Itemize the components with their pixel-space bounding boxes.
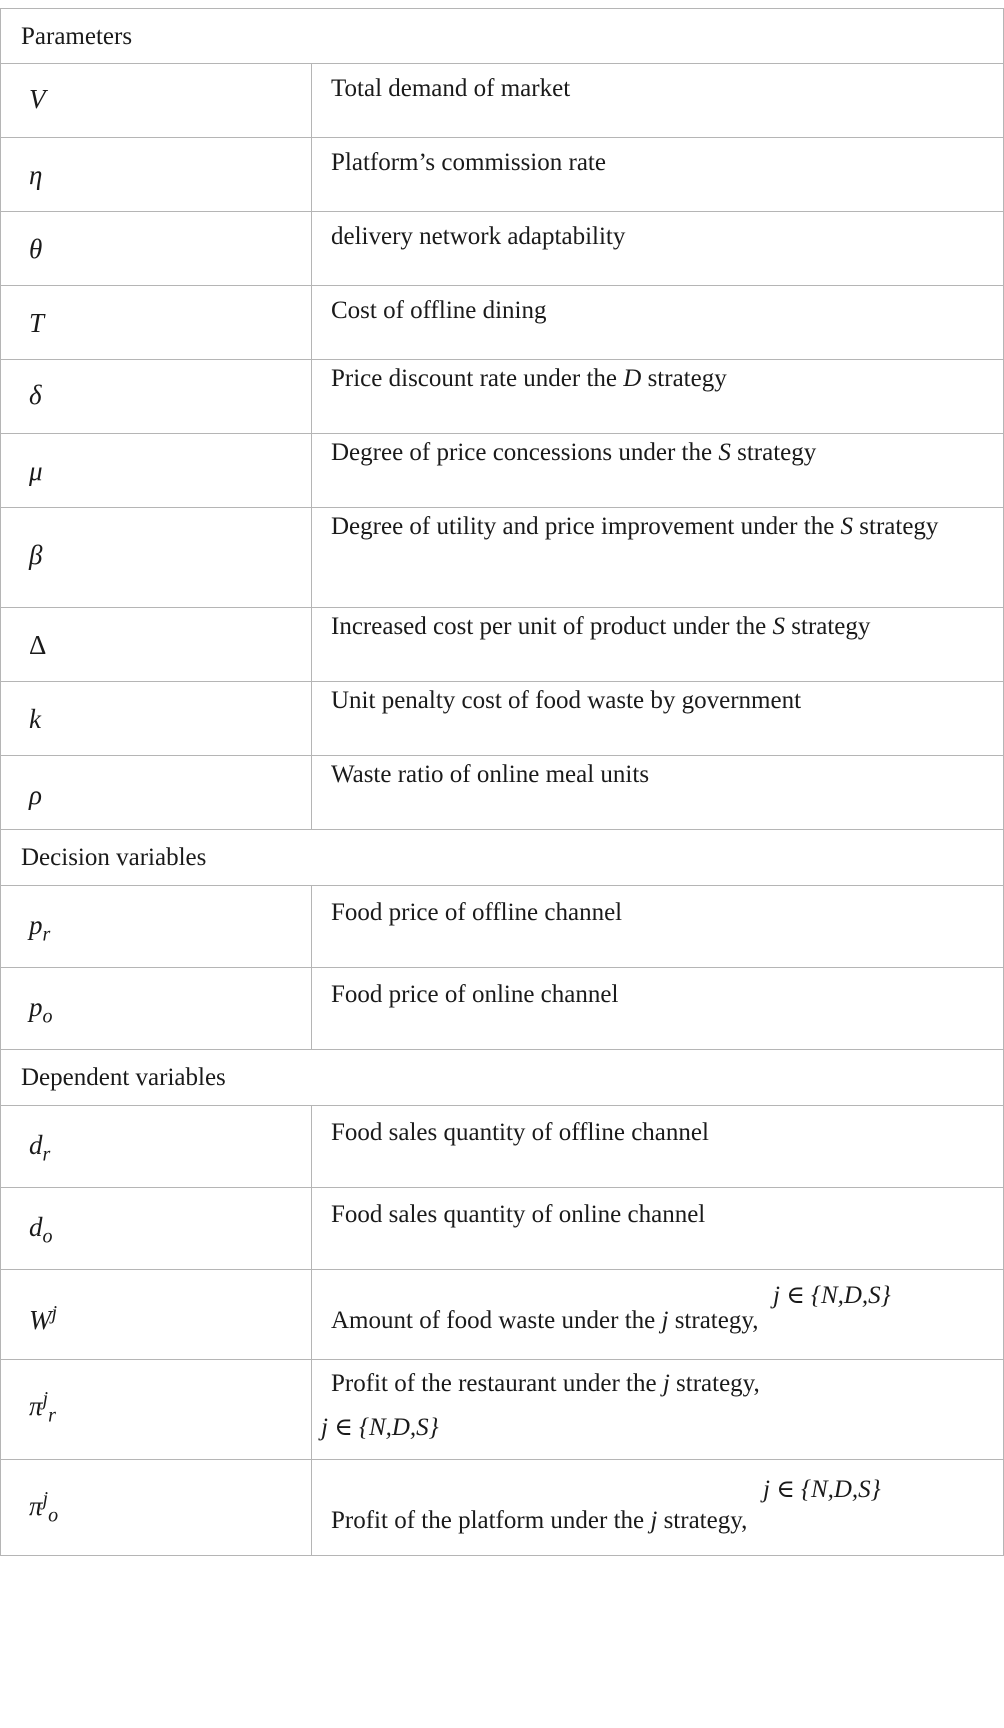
table-row bbox=[0, 1106, 1004, 1188]
symbol: $\pi^j_r$ bbox=[29, 1388, 56, 1427]
symbol: V bbox=[29, 84, 46, 114]
description: Total demand of market bbox=[331, 75, 571, 102]
description: Degree of price concessions under the S strategy bbox=[331, 439, 817, 466]
section-header-parameters bbox=[0, 8, 1004, 64]
description: Platform’s commission rate bbox=[331, 149, 606, 176]
symbol: δ bbox=[29, 380, 42, 410]
description: Profit of the platform under the j strategy, bbox=[331, 1507, 748, 1534]
table-row bbox=[0, 756, 1004, 830]
table-row bbox=[0, 508, 1004, 608]
section-header-dependent bbox=[0, 1050, 1004, 1106]
description: Increased cost per unit of product under the S strategy bbox=[331, 613, 871, 640]
description: Degree of utility and price improvement under the S strategy bbox=[331, 513, 939, 540]
set-notation: j ∈ {N,D,S} bbox=[763, 1476, 881, 1503]
symbol: ρ bbox=[29, 780, 42, 810]
description: Food price of online channel bbox=[331, 981, 619, 1008]
table-row bbox=[0, 968, 1004, 1050]
symbol: $\pi^j_o$ bbox=[29, 1488, 59, 1527]
description: delivery network adaptability bbox=[331, 223, 626, 250]
description: Profit of the restaurant under the j strategy, bbox=[331, 1370, 760, 1397]
symbol: $d_o$ bbox=[29, 1212, 53, 1248]
table-row bbox=[0, 138, 1004, 212]
table-row bbox=[0, 64, 1004, 138]
table-row bbox=[0, 212, 1004, 286]
symbol: $p_o$ bbox=[29, 992, 53, 1028]
symbol: $d_r$ bbox=[29, 1130, 51, 1166]
description: Price discount rate under the D strategy bbox=[331, 365, 727, 392]
description: Unit penalty cost of food waste by government bbox=[331, 687, 802, 714]
symbol: μ bbox=[29, 456, 43, 486]
symbol: $p_r$ bbox=[29, 910, 51, 946]
section-title: Decision variables bbox=[21, 844, 207, 871]
table-row bbox=[0, 286, 1004, 360]
table-row bbox=[0, 608, 1004, 682]
table-row bbox=[0, 1188, 1004, 1270]
table-row bbox=[0, 434, 1004, 508]
set-notation: j ∈ {N,D,S} bbox=[321, 1414, 439, 1441]
symbol: Δ bbox=[29, 630, 47, 660]
table-row bbox=[0, 886, 1004, 968]
symbol: η bbox=[29, 160, 43, 190]
description: Amount of food waste under the j strategy, bbox=[331, 1307, 759, 1334]
section-title: Dependent variables bbox=[21, 1064, 226, 1091]
section-header-decision bbox=[0, 830, 1004, 886]
symbol: T bbox=[29, 308, 45, 338]
symbol: θ bbox=[29, 234, 43, 264]
description: Food sales quantity of online channel bbox=[331, 1201, 706, 1228]
table-row bbox=[0, 1460, 1004, 1556]
section-title: Parameters bbox=[21, 23, 133, 50]
set-notation: j ∈ {N,D,S} bbox=[773, 1282, 891, 1309]
table-row bbox=[0, 1360, 1004, 1460]
description: Cost of offline dining bbox=[331, 297, 547, 324]
description: Food price of offline channel bbox=[331, 899, 623, 926]
table-row bbox=[0, 682, 1004, 756]
symbol: $W^j$ bbox=[29, 1302, 58, 1335]
table-row bbox=[0, 360, 1004, 434]
description: Waste ratio of online meal units bbox=[331, 761, 650, 788]
symbol: k bbox=[29, 704, 41, 734]
symbol: β bbox=[29, 540, 43, 570]
table-row bbox=[0, 1270, 1004, 1360]
description: Food sales quantity of offline channel bbox=[331, 1119, 709, 1146]
